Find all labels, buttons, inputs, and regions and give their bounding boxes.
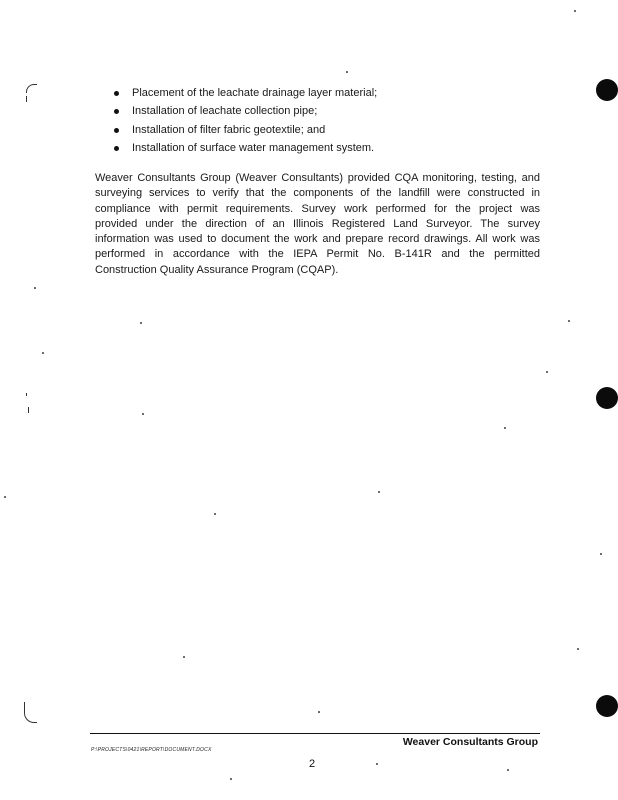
scan-speck bbox=[376, 763, 378, 765]
scan-speck bbox=[507, 769, 509, 771]
list-item-text: Installation of surface water management system. bbox=[132, 141, 375, 154]
list-item bbox=[112, 102, 377, 120]
paragraph-line: surveying services to verify that the components of the landfill were constructed in bbox=[95, 187, 540, 200]
list-item-text: Placement of the leachate drainage layer material; bbox=[132, 87, 378, 99]
scan-edge-mark bbox=[26, 84, 37, 93]
list-item bbox=[112, 84, 377, 102]
scan-speck bbox=[214, 513, 216, 515]
scan-edge-mark bbox=[26, 96, 30, 102]
footer-divider bbox=[90, 733, 540, 734]
punch-hole-bottom bbox=[596, 695, 618, 717]
paragraph-line: Weaver Consultants Group (Weaver Consultants) provided CQA monitoring, testing, and bbox=[95, 172, 540, 184]
list-item bbox=[112, 139, 377, 157]
paragraph-line: compliance with permit requirements. Survey work performed for the project was bbox=[95, 202, 540, 215]
list-item-text: Installation of filter fabric geotextile; and bbox=[132, 123, 326, 136]
scan-speck bbox=[568, 320, 570, 322]
bullet-icon bbox=[114, 109, 119, 114]
scan-speck bbox=[577, 648, 579, 650]
scan-speck bbox=[142, 413, 144, 415]
scan-speck bbox=[230, 778, 232, 780]
scan-speck bbox=[574, 10, 576, 12]
punch-hole-middle bbox=[596, 387, 618, 409]
paragraph-line: performed in accordance with the IEPA Permit No. B-141R and the permitted bbox=[95, 248, 540, 261]
footer-file-path: P:\PROJECTS\0421\REPORT\DOCUMENT.DOCX bbox=[91, 747, 212, 753]
page-number: 2 bbox=[309, 758, 316, 770]
list-item-text: Installation of leachate collection pipe; bbox=[132, 105, 318, 118]
scan-speck bbox=[4, 496, 6, 498]
scan-speck bbox=[42, 352, 44, 354]
scan-edge-mark bbox=[28, 407, 32, 413]
list-item bbox=[112, 121, 377, 139]
scan-speck bbox=[378, 491, 380, 493]
scan-speck bbox=[600, 553, 602, 555]
scan-speck bbox=[183, 656, 185, 658]
scan-speck bbox=[504, 427, 506, 429]
scan-speck bbox=[34, 287, 36, 289]
footer-company-name: Weaver Consultants Group bbox=[402, 736, 538, 748]
paragraph-line: provided under the direction of an Illinois Registered Land Surveyor. The survey bbox=[95, 217, 540, 230]
scan-speck bbox=[346, 71, 348, 73]
scan-edge-mark bbox=[26, 393, 30, 396]
punch-hole-top bbox=[596, 79, 618, 101]
paragraph-line: Construction Quality Assurance Program (CQAP). bbox=[95, 263, 339, 276]
bullet-list bbox=[112, 84, 377, 157]
bullet-icon bbox=[114, 146, 119, 151]
paragraph-line: information was used to document the work and prepare record drawings. All work was bbox=[95, 233, 540, 246]
cqa-paragraph bbox=[95, 171, 540, 278]
scan-speck bbox=[140, 322, 142, 324]
scan-edge-mark bbox=[24, 702, 37, 723]
bullet-icon bbox=[114, 128, 119, 133]
scan-speck bbox=[546, 371, 548, 373]
scan-speck bbox=[318, 711, 320, 713]
bullet-icon bbox=[114, 91, 119, 96]
